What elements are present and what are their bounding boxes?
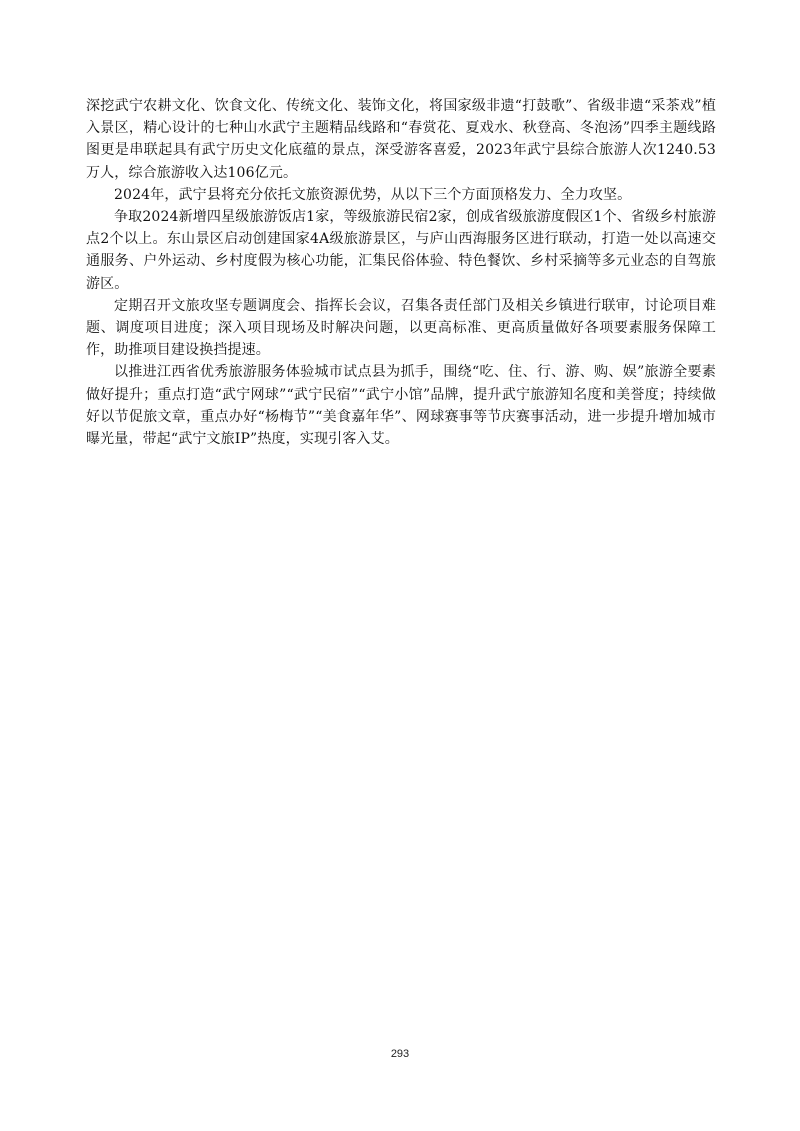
paragraph-3: 争取2024新增四星级旅游饭店1家，等级旅游民宿2家，创成省级旅游度假区1个、省级乡村旅游点2个以上。东山景区启动创建国家4A级旅游景区，与庐山西海服务区进行联动，打造一处以高速交通服务、户外运动、乡村度假为核心功能，汇集民俗体验、特色餐饮、乡村采摘等多元业态的自驾旅游区。 [86, 209, 716, 292]
paragraph-4: 定期召开文旅攻坚专题调度会、指挥长会议，召集各责任部门及相关乡镇进行联审，讨论项目难题、调度项目进度；深入项目现场及时解决问题，以更高标准、更高质量做好各项要素服务保障工作，助推项目建设换挡提速。 [86, 297, 716, 359]
paragraph-2: 2024年，武宁县将充分依托文旅资源优势，从以下三个方面顶格发力、全力攻坚。 [114, 186, 632, 203]
paragraph-1: 深挖武宁农耕文化、饮食文化、传统文化、装饰文化，将国家级非遗“打鼓歌”、省级非遗“采茶戏”植入景区，精心设计的七种山水武宁主题精品线路和“春赏花、夏戏水、秋登高、冬泡汤”四季主题线路图更是串联起具有武宁历史文化底蕴的景点，深受游客喜爱，2023年武宁县综合旅游人次1240.53万人，综合旅游收入达106亿元。 [86, 98, 716, 181]
paragraph-5: 以推进江西省优秀旅游服务体验城市试点县为抓手，围绕“吃、住、行、游、购、娱”旅游全要素做好提升；重点打造“武宁网球”“武宁民宿”“武宁小馆”品牌，提升武宁旅游知名度和美誉度；持续做好以节促旅文章，重点办好“杨梅节”“美食嘉年华”、网球赛事等节庆赛事活动，进一步提升增加城市曝光量，带起“武宁文旅IP”热度，实现引客入艾。 [86, 364, 716, 448]
body-text [86, 95, 716, 450]
page-number: 293 [390, 1048, 410, 1060]
